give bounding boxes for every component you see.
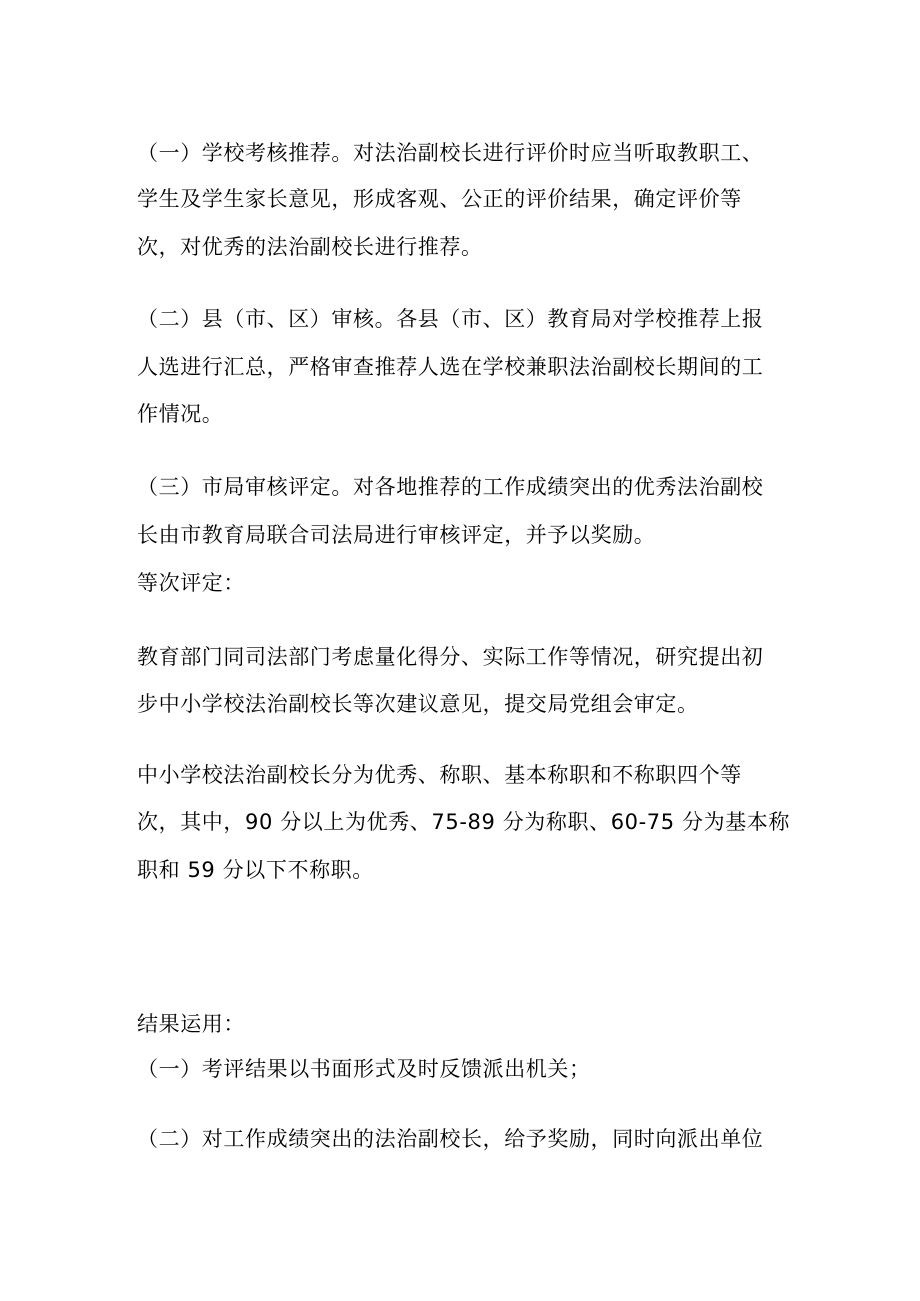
review-item-1-line-3: 次，对优秀的法治副校长进行推荐。 [137, 235, 483, 259]
review-item-2-line-3: 作情况。 [137, 402, 224, 426]
results-item-2: （二）对工作成绩突出的法治副校长，给予奖励，同时向派出单位 [137, 1127, 764, 1151]
grading-para-1-line-1: 教育部门同司法部门考虑量化得分、实际工作等情况，研究提出初 [137, 645, 764, 669]
grading-heading: 等次评定： [137, 571, 245, 595]
review-item-3-line-2: 长由市教育局联合司法局进行审核评定，并予以奖励。 [137, 523, 656, 547]
grading-para-2-line-2: 次，其中，90 分以上为优秀、75-89 分为称职、60-75 分为基本称 [137, 810, 790, 834]
review-item-1-line-1: （一）学校考核推荐。对法治副校长进行评价时应当听取教职工、 [137, 141, 764, 165]
review-item-2-line-2: 人选进行汇总，严格审查推荐人选在学校兼职法治副校长期间的工 [137, 355, 764, 379]
results-heading: 结果运用： [137, 1012, 245, 1036]
grading-para-2-line-1: 中小学校法治副校长分为优秀、称职、基本称职和不称职四个等 [137, 763, 742, 787]
results-item-1: （一）考评结果以书面形式及时反馈派出机关； [137, 1057, 591, 1081]
grading-para-2-line-3: 职和 59 分以下不称职。 [137, 858, 374, 882]
grading-para-1-line-2: 步中小学校法治副校长等次建议意见，提交局党组会审定。 [137, 692, 699, 716]
review-item-3-line-1: （三）市局审核评定。对各地推荐的工作成绩突出的优秀法治副校 [137, 475, 764, 499]
review-item-1-line-2: 学生及学生家长意见，形成客观、公正的评价结果，确定评价等 [137, 187, 742, 211]
review-item-2-line-1: （二）县（市、区）审核。各县（市、区）教育局对学校推荐上报 [137, 307, 764, 331]
